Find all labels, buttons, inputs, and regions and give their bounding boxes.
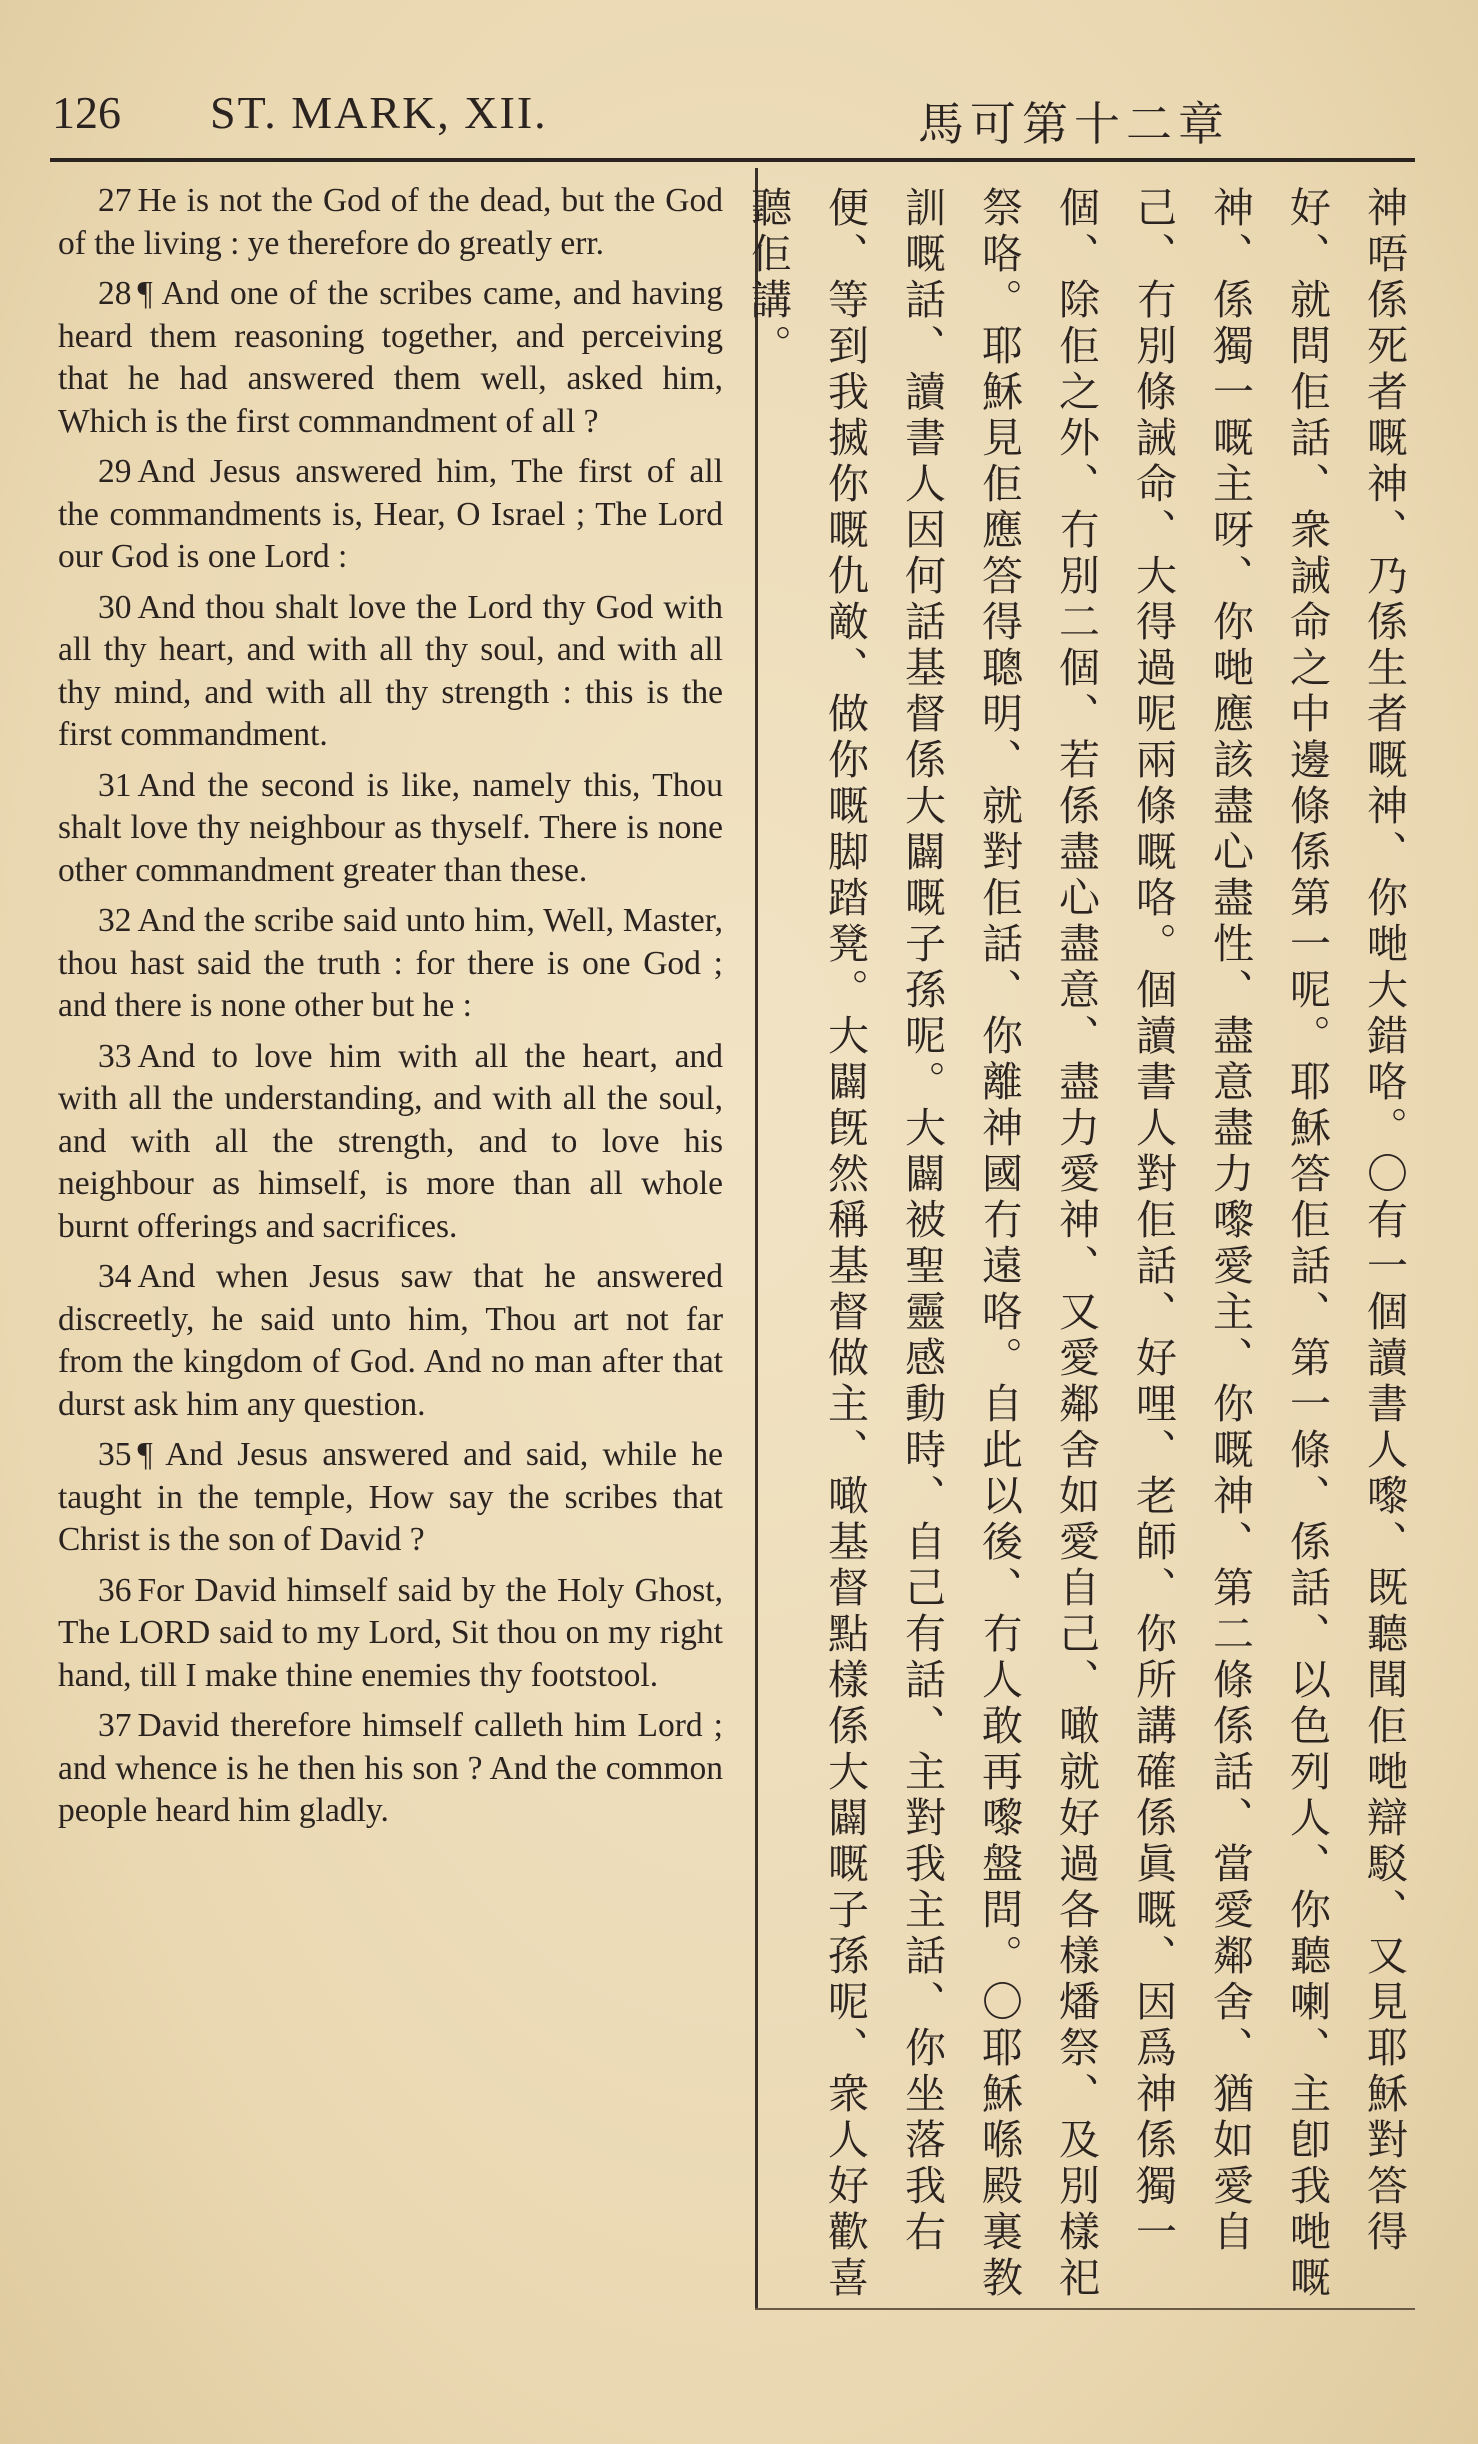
verse-number: 28 bbox=[98, 275, 132, 312]
verse-number: 33 bbox=[98, 1037, 132, 1075]
verse-number: 32 bbox=[98, 902, 132, 939]
verse-number: 34 bbox=[98, 1258, 132, 1295]
chinese-text: 神唔係死者嘅神、乃係生者嘅神、你哋大錯咯。〇有一個讀書人嚟、既聽聞佢哋辯駁、又見耶穌對答得好、就問佢話、衆誡命之中邊條係第一呢。耶穌答佢話、第一條、係話、以色列人、你聽喇、主卽我哋嘅神、係獨一嘅主呀、你哋應該盡心盡性、盡意盡力嚟愛主、你嘅神、第二條係話、當愛鄰舍、猶如愛自己、冇別條誡命、大得過呢兩條嘅咯。個讀書人對佢話、好哩、老師、你所講確係眞嘅、因爲神係獨一個、除佢之外、冇別二個、若係盡心盡意、盡力愛神、又愛鄰舍如愛自己、噉就好過各樣燔祭、及別樣祀祭咯。耶穌見佢應答得聰明、就對佢話、你離神國冇遠咯。自此以後、冇人敢再嚟盤問。〇耶穌喺殿裏教訓嘅話、讀書人因何話基督係大闢嘅子孫呢。大闢被聖靈感動時、自己有話、主對我主話、你坐落我右便、等到我搣你嘅仇敵、做你嘅脚踏凳。大闢旣然稱基督做主、噉基督點樣係大闢嘅子孫呢、衆人好歡喜聽佢講。 bbox=[744, 186, 1408, 2302]
verse-text: And Jesus answered him, The first of all the commandments is, Hear, O Israel ; The Lord our God is one Lord : bbox=[58, 453, 723, 575]
verse-34 bbox=[58, 1256, 723, 1426]
verse-text: And the second is like, namely this, Thou shalt love thy neighbour as thyself. There is none other commandment greater than these. bbox=[58, 766, 723, 889]
verse-text: ¶ And Jesus answered and said, while he taught in the temple, How say the scribes that Christ is the son of David ? bbox=[58, 1436, 723, 1558]
verse-29 bbox=[58, 451, 723, 579]
verse-number: 30 bbox=[98, 588, 132, 626]
verse-text: And when Jesus saw that he answered discreetly, he said unto him, Thou art not far from the kingdom of God. And no man after that durst ask him any question. bbox=[58, 1258, 723, 1423]
chinese-column bbox=[744, 186, 1422, 2306]
verse-28 bbox=[58, 273, 723, 443]
verse-text: And thou shalt love the Lord thy God with all thy heart, and with all thy soul, and with all thy mind, and with all thy strength : this is the first commandment. bbox=[58, 588, 723, 753]
verse-text: David therefore himself calleth him Lord ; and whence is he then his son ? And the common people heard him gladly. bbox=[58, 1707, 723, 1829]
verse-text: He is not the God of the dead, but the God of the living : ye therefore do greatly err. bbox=[58, 182, 723, 262]
verse-text: And to love him with all the heart, and with all the understanding, and with all the soul, and with all the strength, and to love his neighbour as himself, is more than all whole burnt offerings and sacrifices. bbox=[58, 1037, 723, 1245]
verse-number: 37 bbox=[98, 1707, 132, 1744]
verse-number: 27 bbox=[98, 182, 132, 219]
verse-number: 29 bbox=[98, 453, 132, 490]
page-number: 126 bbox=[52, 87, 121, 138]
verse-31 bbox=[58, 765, 723, 893]
verse-35 bbox=[58, 1434, 723, 1562]
verse-32 bbox=[58, 900, 723, 1028]
verse-27 bbox=[58, 180, 723, 265]
running-title-chinese: 馬可第十二章 bbox=[918, 97, 1230, 151]
header-rule bbox=[50, 158, 1415, 162]
verse-text: For David himself said by the Holy Ghost, The LORD said to my Lord, Sit thou on my right hand, till I make thine enemies thy footstool. bbox=[58, 1571, 723, 1694]
verse-33 bbox=[58, 1036, 723, 1249]
english-column bbox=[58, 180, 723, 1841]
running-title: ST. MARK, XII. bbox=[210, 87, 548, 138]
verse-text: ¶ And one of the scribes came, and having heard them reasoning together, and perceiving that he had answered them well, asked him, Which is the first commandment of all ? bbox=[58, 275, 723, 440]
verse-number: 35 bbox=[98, 1436, 132, 1473]
verse-37 bbox=[58, 1705, 723, 1833]
verse-30 bbox=[58, 587, 723, 757]
bottom-rule bbox=[755, 2308, 1415, 2310]
page-header bbox=[50, 82, 1440, 152]
verse-number: 31 bbox=[98, 766, 132, 804]
verse-text: And the scribe said unto him, Well, Master, thou hast said the truth : for there is one God ; and there is none other but he : bbox=[58, 902, 723, 1024]
verse-36 bbox=[58, 1570, 723, 1698]
verse-number: 36 bbox=[98, 1571, 132, 1609]
